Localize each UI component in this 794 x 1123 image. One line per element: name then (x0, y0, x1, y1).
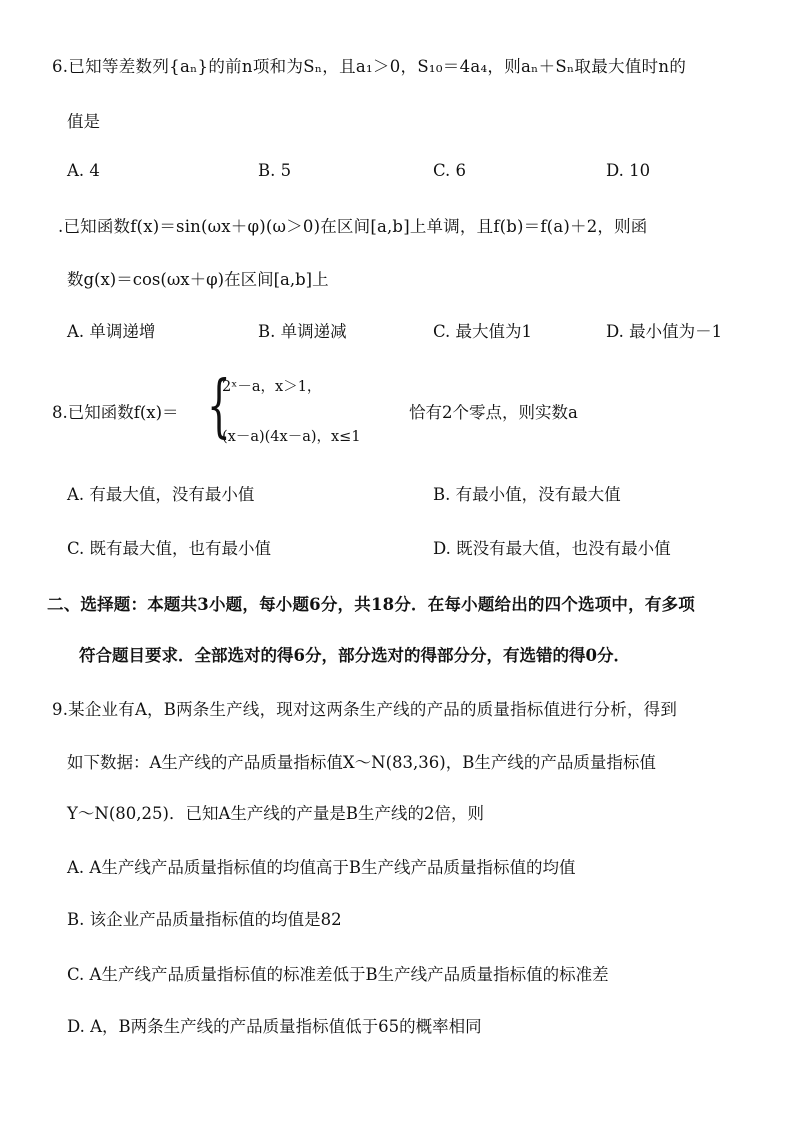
section-2-heading-line2: 符合题目要求．全部选对的得6分，部分选对的得部分分，有选错的得0分． (79, 646, 630, 665)
q9-option-c: C. A生产线产品质量指标值的标准差低于B生产线产品质量指标值的标准差 (67, 965, 609, 984)
q9-option-b: B. 该企业产品质量指标值的均值是82 (67, 910, 342, 929)
q7-option-c: C. 最大值为1 (433, 322, 533, 341)
q8-stem-suffix: 恰有2个零点，则实数a (409, 403, 578, 422)
q6-stem-line1: 6.已知等差数列{aₙ}的前n项和为Sₙ，且a₁＞0，S₁₀＝4a₄，则aₙ＋Sₙ取最大值时n的 (52, 57, 687, 76)
q9-stem-line2: 如下数据：A生产线的产品质量指标值X～N(83,36)，B生产线的产品质量指标值 (67, 753, 656, 772)
q8-case-1: 2ˣ－a，x＞1， (222, 379, 322, 395)
q6-option-b: B. 5 (258, 161, 292, 180)
q6-option-d: D. 10 (606, 161, 651, 180)
q8-option-a: A. 有最大值，没有最小值 (67, 485, 255, 504)
q7-option-b: B. 单调递减 (258, 322, 347, 341)
q9-option-a: A. A生产线产品质量指标值的均值高于B生产线产品质量指标值的均值 (67, 858, 576, 877)
q7-option-a: A. 单调递增 (67, 322, 156, 341)
q8-option-b: B. 有最小值，没有最大值 (433, 485, 621, 504)
q6-option-c: C. 6 (433, 161, 467, 180)
section-2-heading-line1: 二、选择题：本题共3小题，每小题6分，共18分．在每小题给出的四个选项中，有多项 (47, 595, 695, 614)
q9-option-d: D. A，B两条生产线的产品质量指标值低于65的概率相同 (67, 1017, 482, 1036)
q7-stem-line1: .已知函数f(x)＝sin(ωx＋φ)(ω＞0)在区间[a,b]上单调，且f(b)＝f(a)＋2，则函 (58, 217, 648, 236)
q6-option-a: A. 4 (67, 161, 100, 180)
q7-option-d: D. 最小值为－1 (606, 322, 723, 341)
piecewise-brace: { (207, 367, 231, 446)
q8-option-d: D. 既没有最大值，也没有最小值 (433, 539, 671, 558)
q7-stem-line2: 数g(x)＝cos(ωx＋φ)在区间[a,b]上 (67, 270, 329, 289)
q9-stem-line1: 9.某企业有A，B两条生产线，现对这两条生产线的产品的质量指标值进行分析，得到 (52, 700, 678, 719)
q8-stem-prefix: 8.已知函数f(x)＝ (52, 403, 179, 422)
q8-case-2: (x－a)(4x－a)，x≤1 (222, 429, 361, 445)
q9-stem-line3: Y～N(80,25)．已知A生产线的产量是B生产线的2倍，则 (67, 804, 484, 823)
q8-option-c: C. 既有最大值，也有最小值 (67, 539, 272, 558)
q6-stem-line2: 值是 (67, 112, 100, 131)
